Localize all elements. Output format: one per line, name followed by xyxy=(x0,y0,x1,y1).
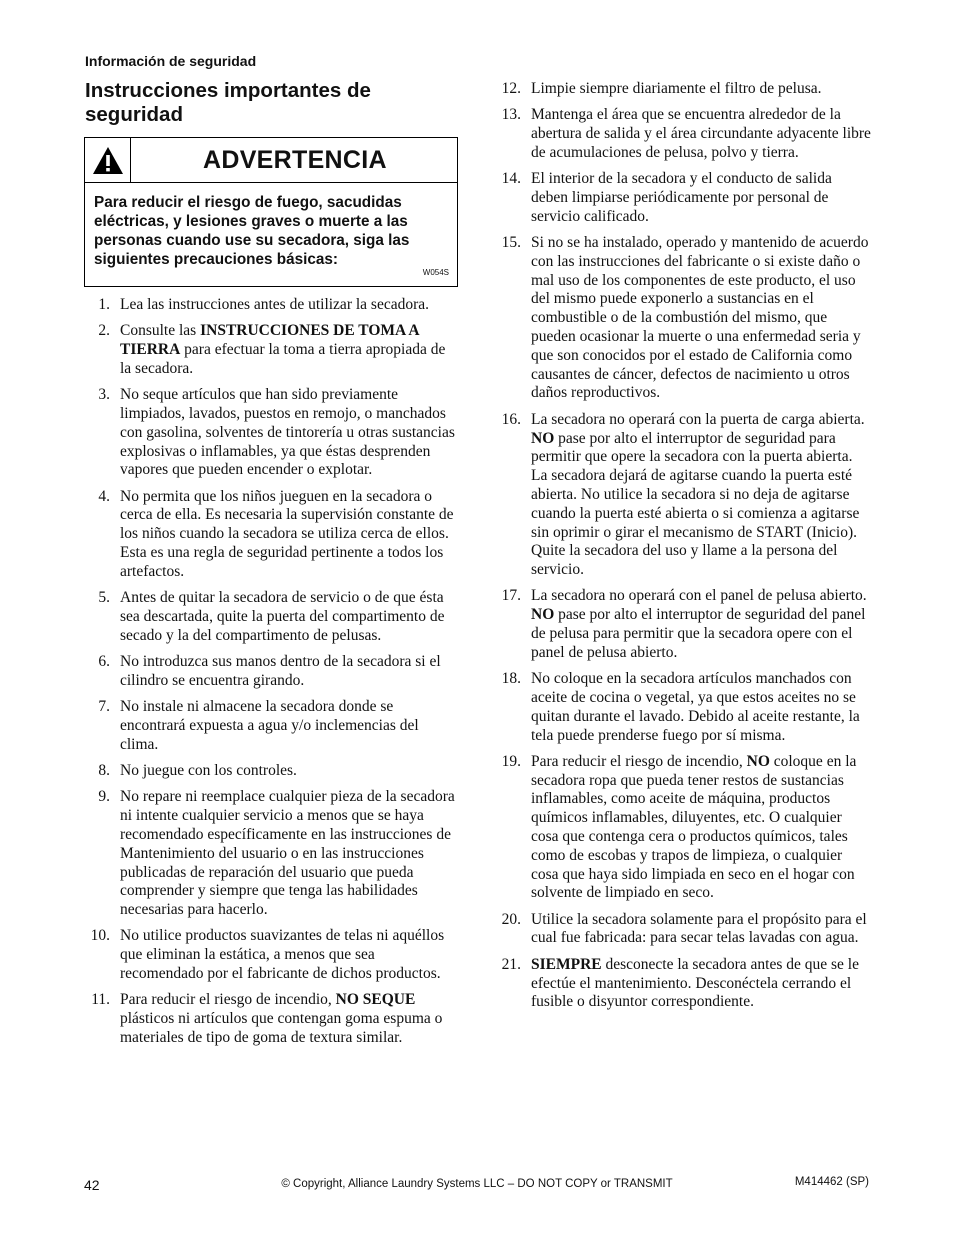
safety-item xyxy=(98,296,460,315)
warning-code: W054S xyxy=(422,268,449,277)
item-number: 1. xyxy=(98,296,110,313)
item-number: 3. xyxy=(98,386,110,404)
item-number: 6. xyxy=(98,653,110,671)
item-text: No utilice productos suavizantes de telas ni aquéllos que eliminan la estática, a menos que sea recomendado por el fabricante de dichos productos. xyxy=(120,927,445,982)
item-text: Lea las instrucciones antes de utilizar la secadora. xyxy=(120,296,430,313)
item-text: La secadora no operará con el panel de pelusa abierto. xyxy=(531,587,867,605)
safety-item xyxy=(501,955,871,1012)
warning-header xyxy=(85,138,457,183)
document-number: M414462 (SP) xyxy=(794,1176,869,1188)
item-text: No juegue con los controles. xyxy=(120,762,297,780)
item-number: 10. xyxy=(90,927,110,945)
safety-item xyxy=(501,587,871,662)
item-text: No seque artículos que han sido previamente limpiados, lavados, puestos en remojo, o manchados con gasolina, solventes de tintorería u otras sustancias explosivas o inflamables, ya que éstas desprenden vapores que pueden encender o explotar. xyxy=(120,386,455,479)
safety-item xyxy=(90,927,460,983)
safety-item xyxy=(501,170,871,226)
item-emphasis: NO xyxy=(531,606,555,624)
item-number: 8. xyxy=(98,762,110,780)
item-text: pase por alto el interruptor de seguridad del panel de pelusa para permitir que la secadora opere con el panel de pelusa abierto. xyxy=(531,606,866,661)
safety-item xyxy=(501,410,871,580)
item-number: 18. xyxy=(501,670,521,688)
item-text: coloque en la secadora ropa que pueda tener restos de sustancias inflamables, como aceite de máquina, productos químicos inflamables, diluyentes, etc. O cualquier cosa que contenga cera o productos químicos, tales como de escobas y trapos de limpieza, o cualquier cosa que haya sido limpiada en seco en el hogar con solvente de limpiado en seco. xyxy=(531,752,857,902)
item-text: No repare ni reemplace cualquier pieza de la secadora ni intente cualquier servicio a menos que se haya recomendado específicamente en las instrucciones de Mantenimiento del usuario o en las instrucciones publicadas de reparación del usuario que pueda comprender y siempre que tenga las habilidades necesarias para hacerlo. xyxy=(120,788,455,919)
item-text: Antes de quitar la secadora de servicio o de que ésta sea descartada, quite la puerta del compartimento de secado y la del compartimento de pelusas. xyxy=(120,589,445,644)
item-text: No coloque en la secadora artículos manchados con aceite de cocina o vegetal, ya que estos aceites no se quitan durante el lavado. Debido al aceite restante, la tela puede prenderse fuego por sí misma. xyxy=(531,670,860,744)
item-number: 7. xyxy=(98,698,110,716)
page-number: 42 xyxy=(84,1177,100,1193)
item-number: 5. xyxy=(98,589,110,607)
safety-item xyxy=(98,386,460,480)
safety-item xyxy=(98,322,460,378)
item-text: Consulte las xyxy=(120,322,201,340)
item-emphasis: SIEMPRE xyxy=(531,955,602,973)
warning-triangle-icon xyxy=(85,138,131,182)
item-text: plásticos ni artículos que contengan goma espuma o materiales de tipo de goma de textura similar. xyxy=(120,1010,443,1046)
safety-item xyxy=(91,991,460,1047)
item-text: La secadora no operará con la puerta de carga abierta. xyxy=(531,410,865,428)
safety-item xyxy=(98,487,460,582)
item-text: Para reducir el riesgo de incendio, xyxy=(531,752,747,770)
item-text: Utilice la secadora solamente para el propósito para el cual fue fabricada: para secar telas lavadas con agua. xyxy=(531,910,867,947)
item-number: 14. xyxy=(501,170,521,188)
item-emphasis: NO xyxy=(531,429,555,447)
item-text: Para reducir el riesgo de incendio, xyxy=(120,991,336,1009)
safety-item xyxy=(501,752,871,903)
safety-item xyxy=(501,106,871,162)
item-text: El interior de la secadora y el conducto de salida deben limpiarse periódicamente por personal de servicio calificado. xyxy=(531,170,832,225)
safety-list-right xyxy=(501,80,871,1020)
item-number: 9. xyxy=(98,788,110,806)
item-text: para efectuar la toma a tierra apropiada de la secadora. xyxy=(120,341,446,377)
item-text: No permita que los niños jueguen en la secadora o cerca de ella. Es necesaria la supervisión constante de los niños cuando la secadora se utiliza cerca de ellos. Esta es una regla de seguridad pertinente a todos los artefactos. xyxy=(120,487,454,580)
item-number: 13. xyxy=(501,106,521,124)
item-number: 16. xyxy=(501,410,521,428)
safety-item xyxy=(501,910,871,949)
safety-item xyxy=(501,670,871,745)
safety-item xyxy=(501,80,871,99)
warning-title: ADVERTENCIA xyxy=(203,145,387,174)
safety-item xyxy=(98,788,460,920)
item-number: 2. xyxy=(98,322,110,340)
warning-box xyxy=(84,137,458,287)
safety-list-left xyxy=(90,296,460,1055)
item-text: No introduzca sus manos dentro de la secadora si el cilindro se encuentra girando. xyxy=(120,653,441,689)
item-number: 4. xyxy=(98,487,110,505)
copyright-notice: © Copyright, Alliance Laundry Systems LLC – DO NOT COPY or TRANSMIT xyxy=(281,1178,673,1190)
item-number: 19. xyxy=(501,752,521,770)
item-number: 11. xyxy=(91,991,110,1009)
safety-item xyxy=(98,589,460,645)
section-label: Información de seguridad xyxy=(85,53,257,69)
item-text: No instale ni almacene la secadora donde se encontrará expuesta a agua y/o inclemencias del clima. xyxy=(120,698,419,753)
item-text: Mantenga el área que se encuentra alrededor de la abertura de salida y el área circundante adyacente libre de acumulaciones de pelusa, polvo y tierra. xyxy=(531,106,871,161)
item-emphasis: NO xyxy=(746,752,770,770)
item-emphasis: NO SEQUE xyxy=(335,991,416,1009)
item-text: pase por alto el interruptor de seguridad para permitir que opere la secadora con la puerta abierta. La secadora dejará de agitarse cuando la puerta esté abierta. No utilice la secadora si no deja de agitarse cuando la puerta esté abierta o si comienza a agitarse sin oprimir o girar el mecanismo de START (Inicio). Quite la secadora del uso y llame a la persona del servicio. xyxy=(531,429,860,579)
warning-text: Para reducir el riesgo de fuego, sacudidas eléctricas, y lesiones graves o muerte a las personas cuando use su secadora, siga las siguientes precauciones básicas: xyxy=(94,194,410,268)
item-text: desconecte la secadora antes de que se le efectúe el mantenimiento. Desconéctela cerrando el fusible o disyuntor correspondiente. xyxy=(531,955,859,1011)
safety-item xyxy=(98,698,460,754)
item-number: 21. xyxy=(501,955,521,973)
item-number: 17. xyxy=(501,587,521,605)
safety-item xyxy=(501,234,871,403)
item-number: 12. xyxy=(501,80,521,97)
page-heading: Instrucciones importantes de seguridad xyxy=(85,79,371,126)
item-number: 20. xyxy=(501,910,521,928)
safety-item xyxy=(98,762,460,781)
safety-item xyxy=(98,653,460,691)
item-emphasis: INSTRUCCIONES DE TOMA A TIERRA xyxy=(120,322,419,359)
item-text: Limpie siempre diariamente el filtro de pelusa. xyxy=(531,80,822,97)
item-number: 15. xyxy=(501,234,521,252)
item-text: Si no se ha instalado, operado y mantenido de acuerdo con las instrucciones del fabricante o si existe daño o mal uso de los componentes de este producto, el uso del mismo puede exponerlo a sustancias en el combustible o de la combustión del mismo, que pueden ocasionar la muerte o una enfermedad seria y que son conocidos por el estado de California como causantes de cáncer, defectos de nacimiento u otros daños reproductivos. xyxy=(531,234,869,402)
